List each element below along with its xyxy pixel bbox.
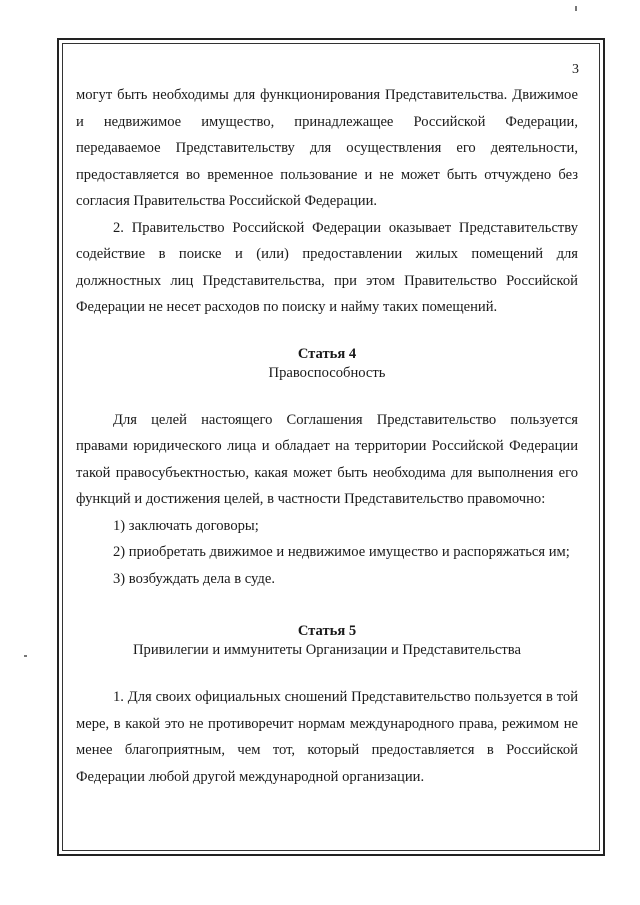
article5-heading xyxy=(76,622,578,660)
article4-number: Статья 4 xyxy=(297,345,357,362)
paragraph-article3-clause2: 2. Правительство Российской Федерации оказывает Представительству содействие в поиске и (или) предоставлении жилых помещений для должностных лиц Представительства, при этом Правительство Российской Федерации не несет расходов по поиску и найму таких помещений. xyxy=(76,219,578,315)
article5-number: Статья 5 xyxy=(297,623,357,639)
article4-title: Правоспособность xyxy=(268,364,386,381)
article4-item-2: 2) приобретать движимое и недвижимое имущество и распоряжаться им; xyxy=(113,544,570,560)
page-number: 3 xyxy=(572,62,579,77)
paragraph-continuation: могут быть необходимы для функционирования Представительства. Движимое и недвижимое имущество, принадлежащее Российской Федерации, передаваемое Представительству для осуществления его деятельности, предоставляется во временное пользование и не может быть отчуждено без согласия Правительства Российской Федерации. xyxy=(76,87,578,209)
article4-heading xyxy=(76,345,578,383)
article4-intro: Для целей настоящего Соглашения Представительство пользуется правами юридического лица и обладает на территории Российской Федерации такой правосубъектностью, какая может быть необходима для выполнения его функций и достижения целей, в частности Представительство правомочно: xyxy=(76,411,578,507)
document-body xyxy=(76,82,578,790)
scan-speck xyxy=(24,655,27,657)
article4-item-3: 3) возбуждать дела в суде. xyxy=(113,570,275,587)
article4-item-1: 1) заключать договоры; xyxy=(113,517,259,534)
scan-speck xyxy=(575,6,577,11)
article5-title: Привилегии и иммунитеты Организации и Представительства xyxy=(133,642,521,658)
article5-clause1: 1. Для своих официальных сношений Представительство пользуется в той мере, в какой это не противоречит нормам международного права, режимом не менее благоприятным, чем тот, который предоставляется в Российской Федерации любой другой международной организации. xyxy=(76,689,578,785)
